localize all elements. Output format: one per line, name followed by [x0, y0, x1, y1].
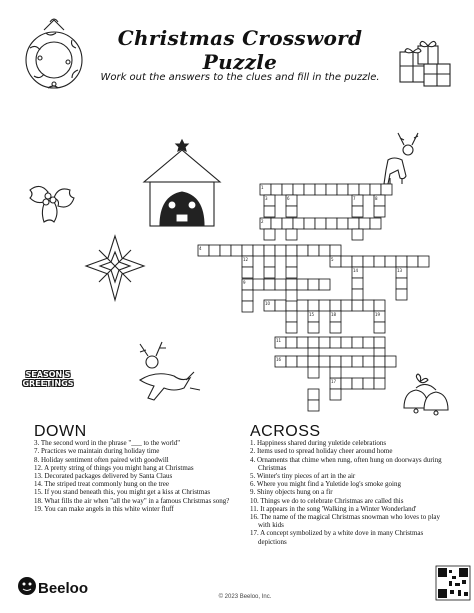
grid-number-9: 9: [243, 280, 246, 285]
grid-number-5: 5: [331, 257, 334, 262]
brand-name: Beeloo: [38, 580, 89, 597]
down-clue: 15. If you stand beneath this, you might get a kiss at Christmas: [34, 488, 211, 497]
down-clues: [34, 423, 230, 513]
grid-entry-10-across: [264, 300, 385, 311]
grid-number-8: 8: [375, 196, 378, 201]
grid-number-11: 11: [276, 338, 282, 343]
beeloo-logo-icon: [18, 577, 36, 595]
down-clue: 14. The striped treat commonly hung on the tree: [34, 480, 169, 489]
grid-number-13: 13: [397, 268, 403, 273]
grid-entry-2-across: [260, 218, 381, 229]
down-clue: 18. What fills the air when "all the way" in a famous Christmas song?: [34, 496, 230, 505]
copyright: © 2023 Beeloo, Inc.: [218, 594, 272, 600]
reindeer-icon: [384, 133, 418, 184]
down-clue: 19. You can make angels in this white winter fluff: [34, 504, 174, 513]
across-clues: [250, 423, 450, 546]
grid-number-4: 4: [199, 246, 202, 251]
qr-code-icon: [436, 566, 470, 600]
grid-number-14: 14: [353, 268, 359, 273]
grid-number-3: 3: [265, 196, 268, 201]
grid-entry-16-across: [275, 356, 396, 367]
down-clue: 13. Decorated packages delivered by Santa Claus: [34, 472, 173, 481]
crossword-grid: [198, 184, 429, 411]
nativity-icon: [144, 140, 220, 226]
across-clue: 2. Items used to spread holiday cheer around home: [250, 447, 393, 456]
across-clue: 10. Things we do to celebrate Christmas are called this: [250, 496, 404, 505]
grid-number-15: 15: [309, 312, 315, 317]
grid-number-6: 6: [287, 196, 290, 201]
grid-number-19: 19: [375, 312, 381, 317]
down-clue: 8. Holiday sentiment often paired with goodwill: [34, 455, 169, 464]
across-clue: 6. Where you might find a Yuletide log's smoke going: [250, 480, 401, 489]
grid-entry-17-across: [330, 378, 385, 389]
across-clue: 5. Winter's tiny pieces of art in the air: [250, 472, 356, 481]
wreath-icon: [26, 19, 82, 88]
star-icon: [86, 236, 144, 300]
grid-number-1: 1: [261, 185, 264, 190]
across-clue: 17. A concept symbolized by a white dove in many Christmas depictions: [250, 529, 424, 546]
across-clue: 4. Ornaments that chime when rung, often hung on doorways during Christmas: [250, 455, 442, 472]
grid-number-2: 2: [261, 219, 264, 224]
down-clue: 7. Practices we maintain during holiday time: [34, 447, 160, 456]
gift-boxes-icon: [400, 41, 450, 86]
grid-number-18: 18: [331, 312, 337, 317]
across-clue: 16. The name of the magical Christmas snowman who loves to play with kids: [250, 513, 441, 530]
across-heading: ACROSS: [250, 423, 321, 440]
grid-number-7: 7: [353, 196, 356, 201]
down-clue: 3. The second word in the phrase "___ to the world": [34, 439, 181, 448]
across-clue: 1. Happiness shared during yuletide celebrations: [250, 439, 387, 448]
grid-entry-5-across: [330, 256, 429, 267]
grid-number-17: 17: [331, 379, 337, 384]
bells-icon: [404, 374, 448, 415]
grid-entry-1-across: [260, 184, 392, 195]
page-title: Christmas Crossword Puzzle: [117, 26, 363, 74]
grid-number-12: 12: [243, 257, 249, 262]
across-clue: 9. Shiny objects hung on a fir: [250, 488, 333, 497]
grid-entry-9-across: [242, 279, 330, 290]
grid-number-16: 16: [276, 357, 282, 362]
down-clue: 12. A pretty string of things you might hang at Christmas: [34, 463, 194, 472]
holly-icon: [30, 186, 74, 222]
seasons-greetings-text: SEASON'S GREETINGS: [22, 370, 74, 388]
across-clue: 11. It appears in the song 'Walking in a Winter Wonderland': [250, 504, 417, 513]
instructions: Work out the answers to the clues and fill in the puzzle.: [100, 72, 380, 83]
grid-entry-11-across: [275, 337, 385, 348]
grid-number-10: 10: [265, 301, 271, 306]
reindeer-leaping-icon: [140, 342, 200, 400]
down-heading: DOWN: [34, 423, 87, 440]
grid-entry-4-across: [198, 245, 341, 256]
